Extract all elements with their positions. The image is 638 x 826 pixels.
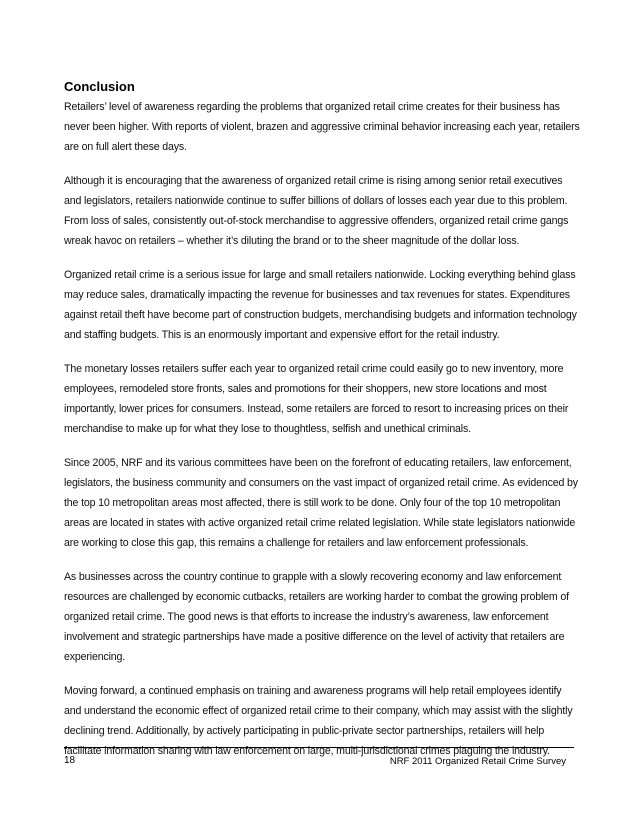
footer-divider xyxy=(64,747,574,748)
running-title: NRF 2011 Organized Retail Crime Survey xyxy=(389,756,566,767)
paragraph: Organized retail crime is a serious issue for large and small retailers nationwide. Locking everything behind glass may reduce sales, dramatically impacting the revenue for businesses and tax revenues for states. Expenditures against retail theft have become part of construction budgets, merchandising budgets and information technology and staffing budgets. This is an enormously important and expensive effort for the retail industry. xyxy=(64,269,577,341)
paragraph: As businesses across the country continue to grapple with a slowly recovering economy and law enforcement resources are challenged by economic cutbacks, retailers are working harder to combat the growing problem of organized retail crime. The good news is that efforts to increase the industry’s awareness, law enforcement involvement and strategic partnerships have made a positive difference on the level of activity that retailers are experiencing. xyxy=(64,571,569,663)
section-heading: Conclusion xyxy=(64,79,135,94)
paragraph: Retailers’ level of awareness regarding the problems that organized retail crime creates for their business has never been higher. With reports of violent, brazen and aggressive criminal behavior increasing each year, retailers are on full alert these days. xyxy=(64,101,580,153)
paragraph: Although it is encouraging that the awareness of organized retail crime is rising among senior retail executives and legislators, retailers nationwide continue to suffer billions of dollars of losses each year due to this problem. From loss of sales, consistently out-of-stock merchandise to aggressive offenders, organized retail crime gangs wreak havoc on retailers – whether it’s diluting the brand or to the sheer magnitude of the dollar loss. xyxy=(64,175,569,247)
body-text xyxy=(64,97,580,775)
paragraph: Moving forward, a continued emphasis on training and awareness programs will help retail employees identify and understand the economic effect of organized retail crime to their company, which may assist with the slightly declining trend. Additionally, by actively participating in public-private sector partnerships, retailers will help facilitate information sharing with law enforcement on large, multi-jurisdictional crimes plaguing the industry. xyxy=(64,685,573,757)
paragraph: The monetary losses retailers suffer each year to organized retail crime could easily go to new inventory, more employees, remodeled store fronts, sales and promotions for their shoppers, new store locations and most importantly, lower prices for consumers. Instead, some retailers are forced to resort to increasing prices on their merchandise to make up for what they lose to thoughtless, selfish and unethical criminals. xyxy=(64,363,569,435)
page-number: 18 xyxy=(64,755,76,766)
paragraph: Since 2005, NRF and its various committees have been on the forefront of educating retailers, law enforcement, legislators, the business community and consumers on the vast impact of organized retail crime. As evidenced by the top 10 metropolitan areas most affected, there is still work to be done. Only four of the top 10 metropolitan areas are located in states with active organized retail crime related legislation. While state legislators nationwide are working to close this gap, this remains a challenge for retailers and law enforcement professionals. xyxy=(64,457,578,549)
